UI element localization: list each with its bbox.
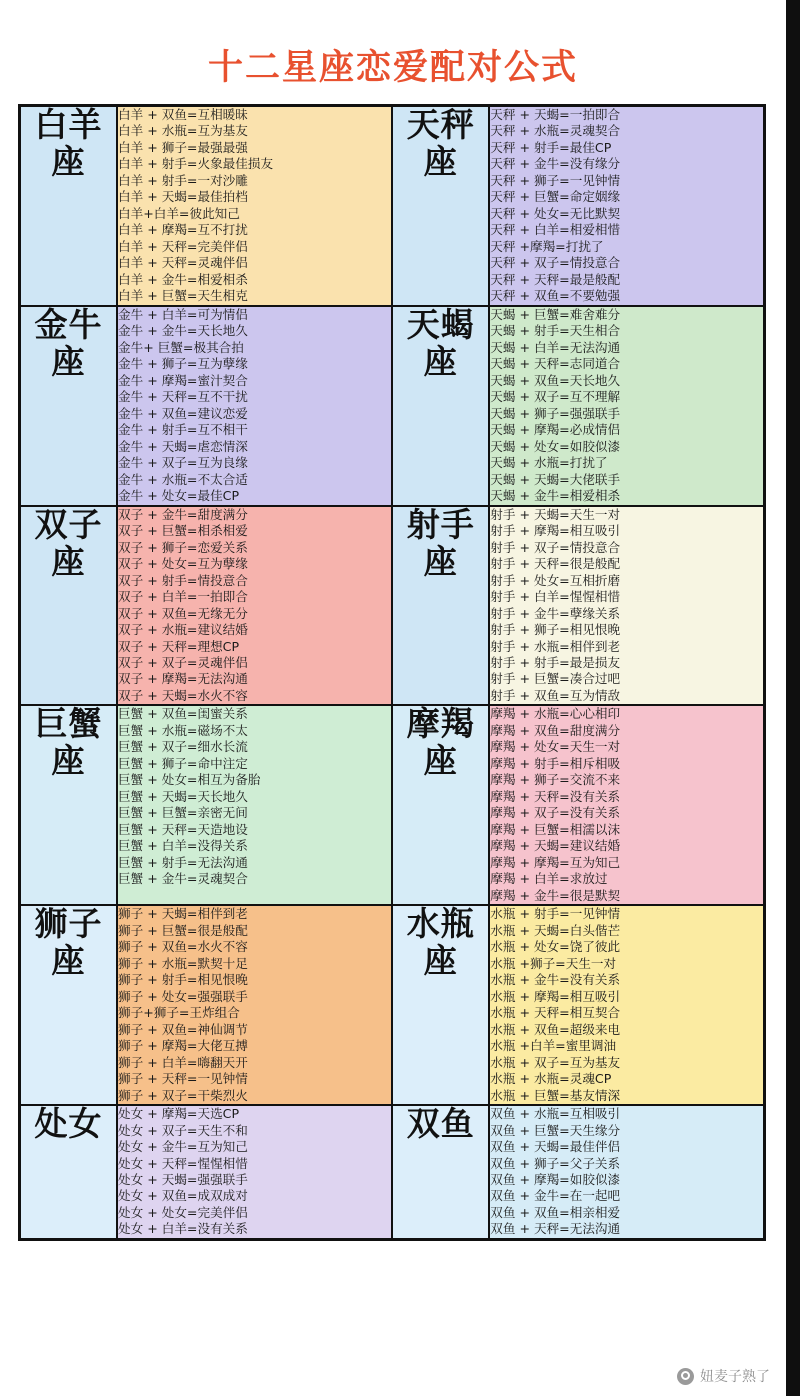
list-item: 天秤 + 处女=无比默契: [490, 205, 621, 221]
list-item: 金牛 + 双鱼=建议恋爱: [118, 405, 248, 421]
list-item: 处女 + 天秤=惺惺相惜: [118, 1155, 248, 1171]
list-item: 金牛 + 天蝎=虐恋情深: [118, 438, 248, 454]
list-item: 狮子 + 白羊=嗨翻天开: [118, 1054, 248, 1070]
list-item: 射手 + 天蝎=天生一对: [490, 506, 621, 522]
sign-label-libra: 天秤座: [392, 106, 489, 306]
list-item: 射手 + 狮子=相见恨晚: [490, 622, 621, 638]
list-item: 双子 + 白羊=一拍即合: [118, 589, 248, 605]
list-item: 射手 + 巨蟹=凑合过吧: [490, 671, 621, 687]
list-item: 射手 + 水瓶=相伴到老: [490, 638, 621, 654]
list-aquarius: [489, 905, 764, 1105]
list-sagittarius: [489, 506, 764, 706]
list-libra: [489, 106, 764, 306]
list-virgo: [117, 1105, 392, 1239]
list-item: 水瓶 + 水瓶=灵魂CP: [490, 1071, 612, 1087]
list-item: 摩羯 + 金牛=很是默契: [490, 887, 621, 903]
list-item: 摩羯 + 摩羯=互为知己: [490, 854, 621, 870]
sign-label-aquarius: 水瓶座: [392, 905, 489, 1105]
list-item: 金牛 + 射手=互不相干: [118, 422, 248, 438]
list-item: 双子 + 金牛=甜度满分: [118, 506, 248, 522]
list-item: 金牛 + 摩羯=蜜汁契合: [118, 372, 248, 388]
list-item: 射手 + 射手=最是损友: [490, 654, 621, 670]
list-item: 天秤 + 白羊=相爱相惜: [490, 222, 621, 238]
list-item: 天蝎 + 天秤=志同道合: [490, 356, 621, 372]
list-item: 天秤 + 天秤=最是般配: [490, 271, 621, 287]
list-item: 双子 + 处女=互为孽缘: [118, 556, 248, 572]
page-title: 十二星座恋爱配对公式: [207, 48, 578, 88]
list-item: 双子 + 狮子=恋爱关系: [118, 539, 248, 555]
list-item: 双鱼 + 金牛=在一起吧: [490, 1188, 621, 1204]
list-item: 双鱼 + 天秤=无法沟通: [490, 1221, 621, 1237]
list-item: 双子 + 天秤=理想CP: [118, 638, 240, 654]
list-item: 天秤 + 水瓶=灵魂契合: [490, 123, 621, 139]
list-item: 摩羯 + 射手=相斥相吸: [490, 755, 621, 771]
list-item: 水瓶 + 双鱼=超级来电: [490, 1021, 621, 1037]
list-item: 射手 + 处女=互相折磨: [490, 572, 621, 588]
list-item: 天秤 +摩羯=打扰了: [490, 238, 604, 254]
list-item: 射手 + 金牛=孽缘关系: [490, 605, 621, 621]
list-item: 双子 + 双鱼=无缘无分: [118, 605, 248, 621]
list-taurus: [117, 306, 392, 506]
list-item: 巨蟹 + 射手=无法沟通: [118, 854, 248, 870]
list-item: 天秤 + 射手=最佳CP: [490, 139, 612, 155]
list-item: 双鱼 + 天蝎=最佳伴侣: [490, 1139, 621, 1155]
list-item: 狮子 + 天蝎=相伴到老: [118, 906, 248, 922]
list-item: 射手 + 双子=情投意合: [490, 539, 621, 555]
list-item: 狮子+狮子=王炸组合: [118, 1005, 240, 1021]
list-item: 天蝎 + 摩羯=必成情侣: [490, 422, 621, 438]
sign-label-capricorn: 摩羯座: [392, 705, 489, 905]
list-item: 水瓶 + 天秤=相互契合: [490, 1005, 621, 1021]
list-item: 双子 + 双子=灵魂伴侣: [118, 654, 248, 670]
list-item: 天蝎 + 水瓶=打扰了: [490, 455, 608, 471]
list-item: 巨蟹 + 双子=细水长流: [118, 739, 248, 755]
list-aries: [117, 106, 392, 306]
list-item: 狮子 + 水瓶=默契十足: [118, 955, 248, 971]
list-item: 摩羯 + 巨蟹=相濡以沫: [490, 821, 621, 837]
list-item: 射手 + 天秤=很是般配: [490, 556, 621, 572]
compatibility-table: [18, 104, 766, 1241]
list-item: 摩羯 + 水瓶=心心相印: [490, 706, 621, 722]
list-cancer: [117, 705, 392, 905]
sign-label-aries: 白羊座: [20, 106, 118, 306]
list-item: 摩羯 + 狮子=交流不来: [490, 772, 621, 788]
list-item: 金牛 + 水瓶=不太合适: [118, 471, 248, 487]
list-item: 金牛 + 狮子=互为孽缘: [118, 356, 248, 372]
sign-label-gemini: 双子座: [20, 506, 118, 706]
list-item: 巨蟹 + 金牛=灵魂契合: [118, 871, 248, 887]
list-item: 天蝎 + 处女=如胶似漆: [490, 438, 621, 454]
sign-label-taurus: 金牛座: [20, 306, 118, 506]
watermark: [677, 1366, 770, 1386]
list-item: 摩羯 + 天蝎=建议结婚: [490, 838, 621, 854]
list-item: 处女 + 白羊=没有关系: [118, 1221, 248, 1237]
list-item: 双子 + 巨蟹=相杀相爱: [118, 523, 248, 539]
list-item: 巨蟹 + 天秤=天造地设: [118, 821, 248, 837]
list-pisces: [489, 1105, 764, 1239]
list-item: 双鱼 + 巨蟹=天生缘分: [490, 1122, 621, 1138]
list-item: 狮子 + 双子=干柴烈火: [118, 1087, 248, 1103]
list-item: 双子 + 射手=情投意合: [118, 572, 248, 588]
list-item: 水瓶 + 摩羯=相互吸引: [490, 988, 621, 1004]
list-item: 狮子 + 双鱼=水火不容: [118, 939, 248, 955]
list-item: 白羊 + 水瓶=互为基友: [118, 123, 248, 139]
table-row: [20, 106, 765, 306]
list-item: 天秤 + 狮子=一见钟情: [490, 172, 621, 188]
list-item: 摩羯 + 天秤=没有关系: [490, 788, 621, 804]
list-item: 金牛 + 处女=最佳CP: [118, 488, 240, 504]
list-item: 白羊 + 金牛=相爱相杀: [118, 271, 248, 287]
list-item: 狮子 + 摩羯=大佬互搏: [118, 1038, 248, 1054]
list-item: 巨蟹 + 白羊=没得关系: [118, 838, 248, 854]
watermark-text: 妞麦子熟了: [700, 1369, 770, 1385]
list-item: 白羊 + 天秤=灵魂伴侣: [118, 255, 248, 271]
sign-label-leo: 狮子座: [20, 905, 118, 1105]
list-item: 狮子 + 巨蟹=很是般配: [118, 922, 248, 938]
list-item: 狮子 + 处女=强强联手: [118, 988, 248, 1004]
list-item: 水瓶 + 处女=饶了彼此: [490, 939, 621, 955]
sign-label-pisces: 双鱼: [392, 1105, 489, 1239]
list-item: 处女 + 天蝎=强强联手: [118, 1172, 248, 1187]
list-item: 摩羯 + 双子=没有关系: [490, 805, 621, 821]
list-item: 金牛 + 金牛=天长地久: [118, 323, 248, 339]
list-item: 水瓶 +狮子=天生一对: [490, 955, 617, 971]
table-row: [20, 705, 765, 905]
list-item: 金牛 + 白羊=可为情侣: [118, 306, 248, 322]
user-avatar-icon: [677, 1368, 694, 1385]
table-row: [20, 1105, 765, 1239]
list-item: 双子 + 摩羯=无法沟通: [118, 671, 248, 687]
list-item: 金牛 + 天秤=互不干扰: [118, 389, 248, 405]
list-item: 白羊 + 天蝎=最佳拍档: [118, 189, 248, 205]
list-gemini: [117, 506, 392, 706]
list-item: 水瓶 + 金牛=没有关系: [490, 972, 621, 988]
list-item: 射手 + 白羊=惺惺相惜: [490, 589, 621, 605]
list-item: 狮子 + 射手=相见恨晚: [118, 972, 248, 988]
list-item: 天蝎 + 双鱼=天长地久: [490, 372, 621, 388]
list-item: 处女 + 金牛=互为知己: [118, 1139, 248, 1155]
list-item: 处女 + 摩羯=天选CP: [118, 1106, 240, 1122]
table-row: [20, 905, 765, 1105]
list-item: 天秤 + 天蝎=一拍即合: [490, 107, 621, 122]
list-item: 狮子 + 双鱼=神仙调节: [118, 1021, 248, 1037]
list-scorpio: [489, 306, 764, 506]
list-item: 白羊 + 巨蟹=天生相克: [118, 288, 248, 304]
list-item: 双鱼 + 狮子=父子关系: [490, 1155, 621, 1171]
list-item: 水瓶 +白羊=蜜里调油: [490, 1038, 617, 1054]
list-item: 巨蟹 + 双鱼=闺蜜关系: [118, 706, 248, 722]
list-item: 水瓶 + 天蝎=白头偕芒: [490, 922, 621, 938]
list-item: 天蝎 + 射手=天生相合: [490, 323, 621, 339]
list-item: 天秤 + 金牛=没有缘分: [490, 156, 621, 172]
list-item: 天蝎 + 双子=互不理解: [490, 389, 621, 405]
list-item: 摩羯 + 双鱼=甜度满分: [490, 722, 621, 738]
list-item: 水瓶 + 巨蟹=基友情深: [490, 1087, 621, 1103]
table-row: [20, 306, 765, 506]
list-item: 巨蟹 + 处女=相互为备胎: [118, 772, 261, 788]
list-item: 天蝎 + 巨蟹=难舍难分: [490, 306, 621, 322]
sign-label-sagittarius: 射手座: [392, 506, 489, 706]
sign-label-scorpio: 天蝎座: [392, 306, 489, 506]
list-item: 白羊 + 双鱼=互相暖昧: [118, 107, 248, 122]
table-row: [20, 506, 765, 706]
list-item: 巨蟹 + 狮子=命中注定: [118, 755, 248, 771]
list-item: 金牛+ 巨蟹=极其合拍: [118, 339, 244, 355]
list-item: 水瓶 + 射手=一见钟情: [490, 906, 621, 922]
list-item: 天秤 + 双鱼=不要勉强: [490, 288, 621, 304]
list-item: 天蝎 + 狮子=强强联手: [490, 405, 621, 421]
list-item: 处女 + 双子=天生不和: [118, 1122, 248, 1138]
list-item: 金牛 + 双子=互为良缘: [118, 455, 248, 471]
list-item: 白羊 + 射手=火象最佳损友: [118, 156, 274, 172]
list-item: 双鱼 + 双鱼=相亲相爱: [490, 1204, 621, 1220]
list-item: 白羊+白羊=彼此知己: [118, 205, 240, 221]
list-item: 处女 + 处女=完美伴侣: [118, 1204, 248, 1220]
list-item: 白羊 + 摩羯=互不打扰: [118, 222, 248, 238]
list-capricorn: [489, 705, 764, 905]
list-item: 狮子 + 天秤=一见钟情: [118, 1071, 248, 1087]
sign-label-cancer: 巨蟹座: [20, 705, 118, 905]
list-item: 白羊 + 狮子=最强最强: [118, 139, 248, 155]
list-item: 巨蟹 + 巨蟹=亲密无间: [118, 805, 248, 821]
right-black-edge: [786, 0, 800, 1396]
list-item: 双鱼 + 水瓶=互相吸引: [490, 1106, 621, 1122]
list-item: 天蝎 + 金牛=相爱相杀: [490, 488, 621, 504]
list-item: 白羊 + 天秤=完美伴侣: [118, 238, 248, 254]
list-item: 天蝎 + 天蝎=大佬联手: [490, 471, 621, 487]
list-leo: [117, 905, 392, 1105]
list-item: 水瓶 + 双子=互为基友: [490, 1054, 621, 1070]
list-item: 天秤 + 双子=情投意合: [490, 255, 621, 271]
sign-label-virgo: 处女: [20, 1105, 118, 1239]
list-item: 双子 + 水瓶=建议结婚: [118, 622, 248, 638]
list-item: 双鱼 + 摩羯=如胶似漆: [490, 1172, 621, 1187]
list-item: 双子 + 天蝎=水火不容: [118, 687, 248, 703]
list-item: 天蝎 + 白羊=无法沟通: [490, 339, 621, 355]
list-item: 射手 + 双鱼=互为情敌: [490, 687, 621, 703]
list-item: 巨蟹 + 天蝎=天长地久: [118, 788, 248, 804]
list-item: 处女 + 双鱼=成双成对: [118, 1188, 248, 1204]
list-item: 摩羯 + 白羊=求放过: [490, 871, 608, 887]
list-item: 射手 + 摩羯=相互吸引: [490, 523, 621, 539]
list-item: 白羊 + 射手=一对沙雕: [118, 172, 248, 188]
list-item: 摩羯 + 处女=天生一对: [490, 739, 621, 755]
list-item: 天秤 + 巨蟹=命定姻缘: [490, 189, 621, 205]
list-item: 巨蟹 + 水瓶=磁场不太: [118, 722, 248, 738]
